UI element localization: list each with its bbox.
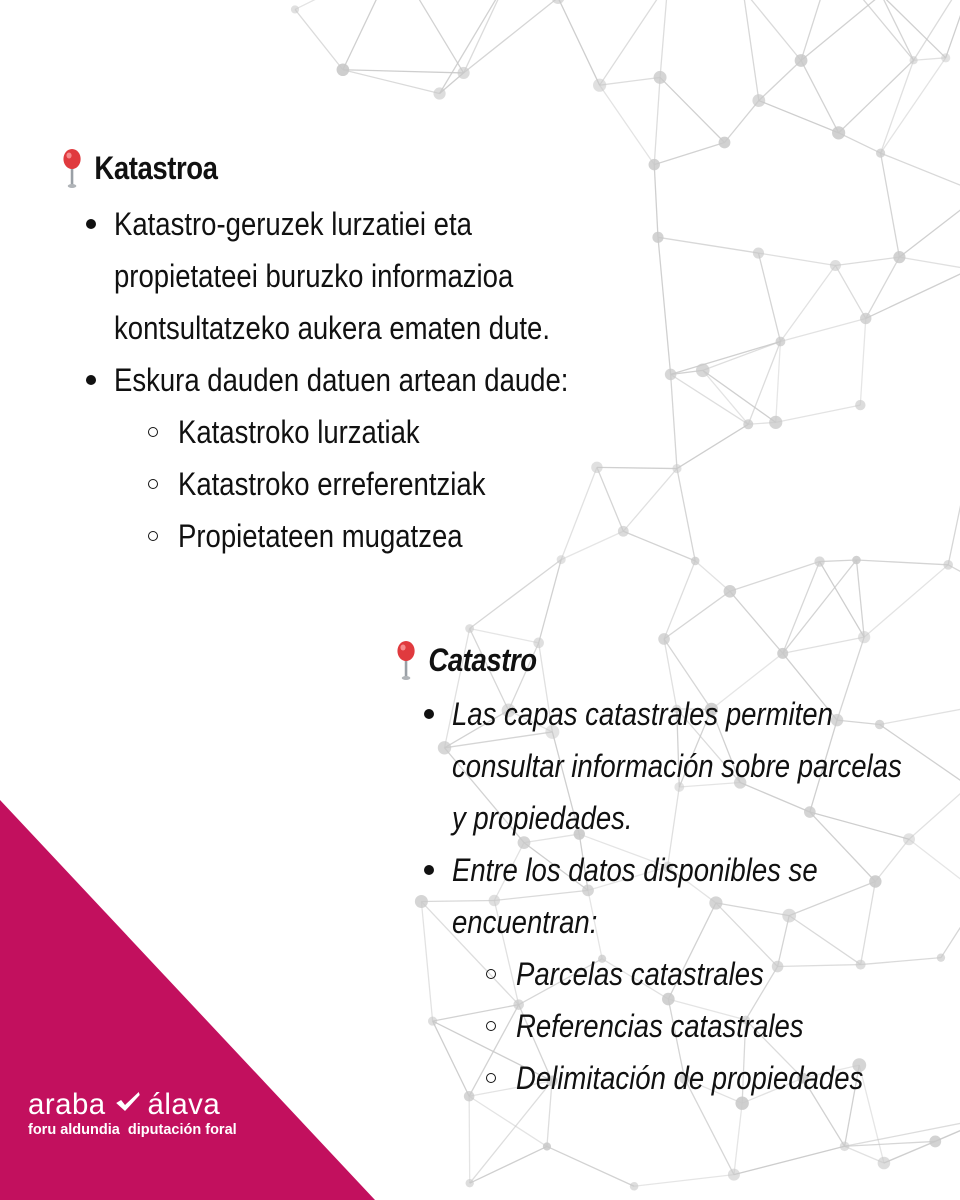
logo-subtitle [28,1122,237,1138]
round-pushpin-icon [394,640,418,680]
logo-subtitle-right: diputación foral [127,1122,237,1138]
logo-wordmark [28,1088,232,1122]
bullet-dot [424,865,434,875]
sub-list-item-text: Propietateen mugatzea [178,518,463,554]
sub-list-item [394,1000,960,1052]
sub-list-item [394,1052,960,1104]
sub-list-item [60,406,642,458]
round-pushpin-icon [60,148,84,188]
list-item-text: kontsultatzeko aukera ematen dute. [114,310,551,346]
circle-bullet [486,1021,496,1031]
sub-list-item-text: Katastroko lurzatiak [178,414,420,450]
section-title: Catastro [428,641,537,678]
list-item [60,354,642,406]
araba-alava-logo [28,1088,237,1138]
list-item-text: consultar información sobre parcelas [452,748,902,784]
sub-list-item [60,458,642,510]
bullet-list [394,688,960,1104]
logo-word-right: álava [147,1088,221,1121]
list-item-text: propietateei buruzko informazioa [114,258,514,294]
catastro-section [394,638,960,1104]
sub-list-item [60,510,642,562]
list-item-text: Las capas catastrales permiten [452,696,833,732]
check-mark-icon [115,1092,140,1112]
list-item [394,844,960,948]
list-item [394,688,960,844]
logo-word-left: araba [28,1088,106,1121]
section-title: Katastroa [94,149,218,186]
circle-bullet [148,427,158,437]
list-item-text: y propiedades. [452,800,633,836]
bullet-dot [424,709,434,719]
list-item-text: Entre los datos disponibles se [452,852,818,888]
sub-list-item [394,948,960,1000]
sub-list-item-text: Katastroko erreferentziak [178,466,486,502]
sub-list-item-text: Delimitación de propiedades [516,1060,864,1096]
sub-list-item-text: Parcelas catastrales [516,956,764,992]
bullet-dot [86,375,96,385]
list-item-text: Eskura dauden datuen artean daude: [114,362,569,398]
list-item [60,198,642,354]
katastroa-section [60,146,642,562]
circle-bullet [486,969,496,979]
sub-list-item-text: Referencias catastrales [516,1008,804,1044]
logo-subtitle-left: foru aldundia [28,1122,120,1138]
circle-bullet [148,479,158,489]
list-item-text: Katastro-geruzek lurzatiei eta [114,206,472,242]
circle-bullet [148,531,158,541]
section-heading [394,638,894,682]
list-item-text: encuentran: [452,904,598,940]
section-heading [60,146,561,190]
circle-bullet [486,1073,496,1083]
bullet-list [60,198,642,562]
bullet-dot [86,219,96,229]
